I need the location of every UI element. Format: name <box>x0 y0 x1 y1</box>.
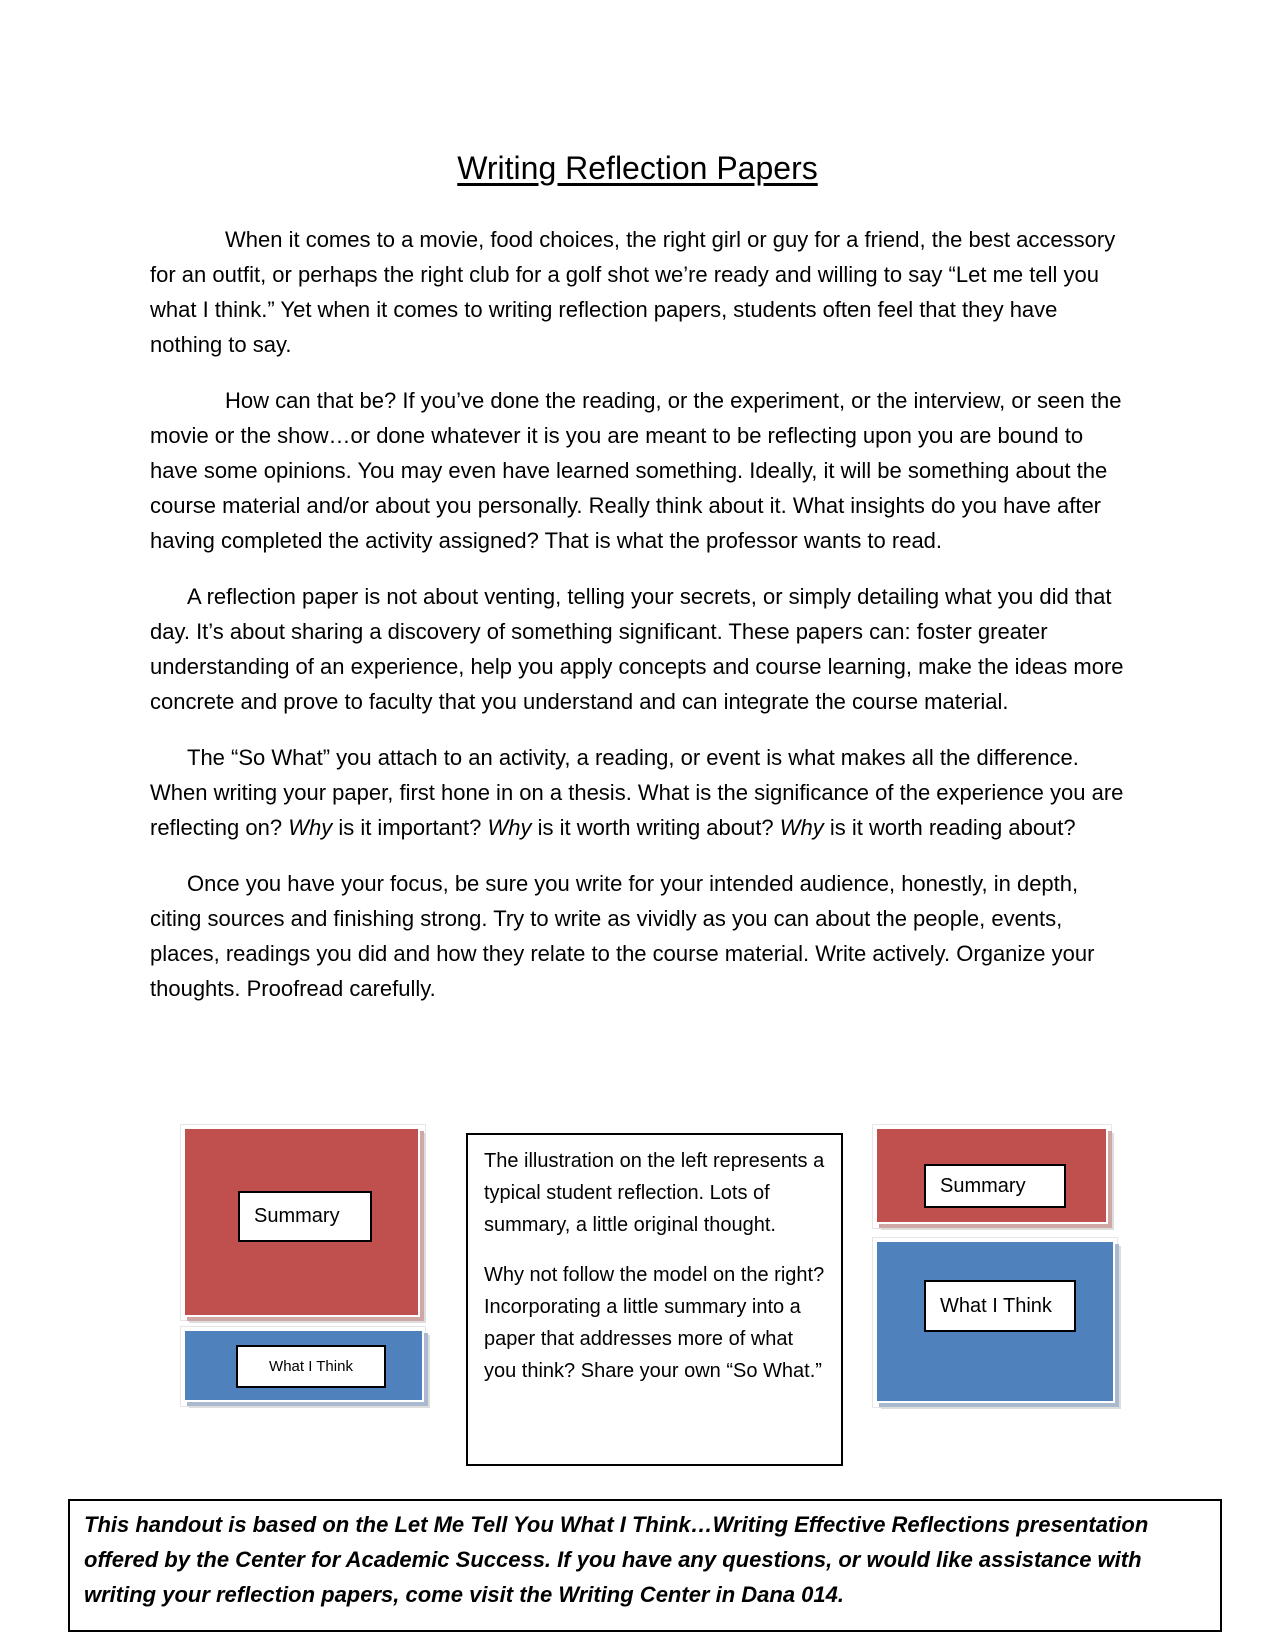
so-what-text-d: is it worth reading about? <box>823 815 1076 840</box>
caption-typical: The illustration on the left represents a typical student reflection. Lots of summary, a little original thought. <box>484 1150 825 1236</box>
why-emphasis-2: Why <box>487 815 532 840</box>
paragraph-focus: Once you have your focus, be sure you write for your intended audience, honestly, in depth, citing sources and finishing strong. Try to write as vividly as you can about the people, events, places, readings you did and how they relate to the course material. Write actively. Organize your thoughts. Proofread carefully. <box>150 871 1095 1001</box>
caption-model: Why not follow the model on the right? Incorporating a little summary into a paper that addresses more of what you think? Share your own “So What.” <box>484 1264 825 1382</box>
why-emphasis-3: Why <box>779 815 824 840</box>
paragraph-intro: When it comes to a movie, food choices, the right girl or guy for a friend, the best accessory for an outfit, or perhaps the right club for a golf shot we’re ready and willing to say “Let me tell you what I think.” Yet when it comes to writing reflection papers, students often feel that they have nothing to say. <box>150 227 1116 357</box>
paragraph-how: How can that be? If you’ve done the reading, or the experiment, or the interview, or seen the movie or the show…or done whatever it is you are meant to be reflecting upon you are bound to have some opinions. You may even have learned something. Ideally, it will be something about the course material and/or about you personally. Really think about it. What insights do you have after having completed the activity assigned? That is what the professor wants to read. <box>150 388 1122 553</box>
illustration-caption-box <box>466 1133 843 1466</box>
left-think-label: What I Think <box>236 1345 386 1388</box>
so-what-text-a: The “So What” you attach to an activity, a reading, or event is what makes all the difference. When writing your paper, first hone in on a thesis. What is the significance of the experience you are reflecting on? <box>150 745 1124 840</box>
why-emphasis-1: Why <box>288 815 333 840</box>
right-think-label: What I Think <box>924 1280 1076 1332</box>
left-summary-label: Summary <box>238 1191 372 1242</box>
paragraph-so-what <box>150 740 1135 845</box>
so-what-text-c: is it worth writing about? <box>531 815 780 840</box>
right-summary-label: Summary <box>924 1164 1066 1208</box>
document-body <box>150 222 1135 1027</box>
paragraph-what-it-is: A reflection paper is not about venting, telling your secrets, or simply detailing what you did that day. It’s about sharing a discovery of something significant. These papers can: foster greater understanding of an experience, help you apply concepts and course learning, make the ideas more concrete and prove to faculty that you understand and can integrate the course material. <box>150 584 1124 714</box>
page-title: Writing Reflection Papers <box>457 150 818 186</box>
footer-note: This handout is based on the Let Me Tell You What I Think…Writing Effective Reflections presentation offered by the Center for Academic Success. If you have any questions, or would like assistance with writing your reflection papers, come visit the Writing Center in Dana 014. <box>68 1499 1222 1632</box>
so-what-text-b: is it important? <box>332 815 488 840</box>
